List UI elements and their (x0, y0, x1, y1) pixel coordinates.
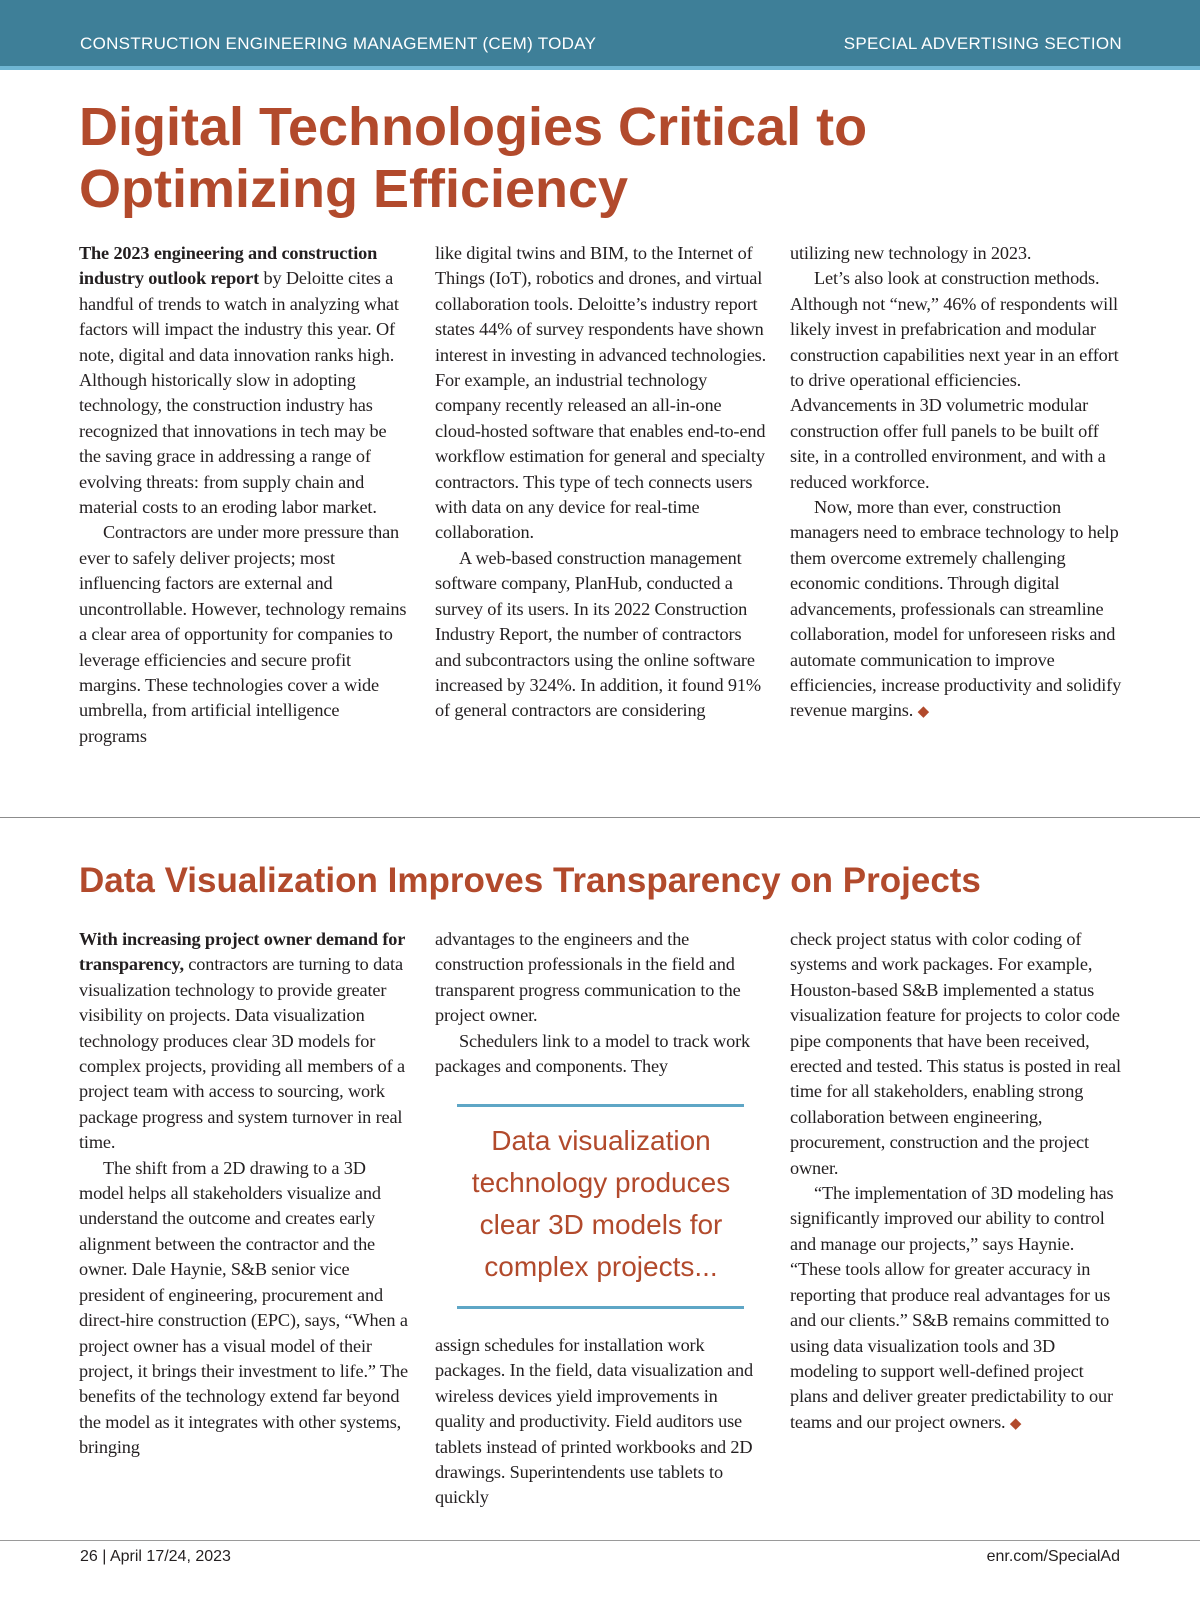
article2-lead-bold: With increasing project owner demand for transparency, (79, 929, 405, 975)
pull-quote-bottom-rule (457, 1306, 744, 1309)
header-accent-rule (0, 66, 1200, 70)
article2-col2-paragraph-2: Schedulers link to a model to track work packages and components. They (435, 1030, 750, 1077)
article1-col3-paragraph-3 (790, 495, 1122, 726)
advertising-section-label: SPECIAL ADVERTISING SECTION (843, 34, 1122, 53)
article1-lead-rest: by Deloitte cites a handful of trends to watch in analyzing what factors will impact the industry this year. Of note, digital and data innovation ranks high. Although historically slow in adopting technology, the construction industry has recognized that innovations in tech may be the saving grace in addressing a range of evolving threats: from supply chain and material costs to an eroding labor market. (79, 268, 399, 518)
footer-url: enr.com/SpecialAd (986, 1548, 1120, 1565)
article2-col3-paragraph-2 (790, 1181, 1122, 1437)
article1-column-2 (435, 241, 767, 724)
article1-lead-paragraph (79, 241, 411, 520)
article1-column-1 (79, 241, 411, 749)
article1-col2-paragraph-2: A web-based construction management software company, PlanHub, conducted a survey of its users. In its 2022 Construction Industry Report, the number of contractors and subcontractors using the online software increased by 324%. In addition, it found 91% of general contractors are considering (435, 547, 761, 721)
article1-paragraph-2: Contractors are under more pressure than ever to safely deliver projects; most influencing factors are external and uncontrollable. However, technology remains a clear area of opportunity for companies to leverage efficiencies and secure profit margins. These technologies cover a wide umbrella, from artificial intelligence programs (79, 522, 407, 746)
article2-column-3 (790, 927, 1122, 1437)
article2-paragraph-2: The shift from a 2D drawing to a 3D model helps all stakeholders visualize and understand the outcome and creates early alignment between the contractor and the owner. Dale Haynie, S&B senior vice president of engineering, procurement and direct-hire construction (EPC), says, “When a project owner has a visual model of their project, it brings their investment to life.” The benefits of the technology extend far beyond the model as it integrates with other systems, bringing (79, 1157, 408, 1458)
article1-title: Digital Technologies Critical to Optimizing Efficiency (79, 97, 868, 219)
article1-column-3 (790, 241, 1122, 726)
article2-lead-paragraph (79, 927, 411, 1156)
article1-col2-paragraph-1: like digital twins and BIM, to the Internet of Things (IoT), robotics and drones, and virtual collaboration tools. Deloitte’s industry report states 44% of survey respondents have shown interest in investing in advanced technologies. For example, an industrial technology company recently released an all-in-one cloud-hosted software that enables end-to-end workflow estimation for general and specialty contractors. This type of tech connects users with data on any device for real-time collaboration. (435, 243, 767, 543)
article1-lead-bold: The 2023 engineering and construction industry outlook report (79, 243, 378, 289)
end-mark-diamond-icon: ◆ (917, 704, 929, 721)
article2-col2-paragraph-3: assign schedules for installation work packages. In the field, data visualization and wireless devices yield improvements in quality and productivity. Field auditors use tablets instead of printed workbooks and 2D drawings. Superintendents use tablets to quickly (435, 1335, 753, 1508)
section-divider (0, 817, 1200, 818)
article2-column-2-top (435, 927, 767, 1079)
page-number-date: 26 | April 17/24, 2023 (80, 1548, 231, 1565)
end-mark-diamond-icon: ◆ (1009, 1415, 1022, 1432)
article2-col3-paragraph-1: check project status with color coding of systems and work packages. For example, Houston-based S&B implemented a status visualization feature for projects to color code pipe components that have been received, erected and tested. This status is posted in real time for all stakeholders, enabling strong collaboration between engineering, procurement, construction and the project owner. (790, 929, 1121, 1178)
article2-lead-rest: contractors are turning to data visualization technology to provide greater visibility on projects. Data visualization technology produces clear 3D models for complex projects, providing all members of a project team with access to sourcing, work package progress and system turnover in real time. (79, 954, 405, 1153)
footer-rule (0, 1540, 1200, 1541)
article2-column-2-bottom (435, 1333, 767, 1511)
article2-column-1 (79, 927, 411, 1461)
pull-quote: Data visualization technology produces clear 3D models for complex projects... (471, 1125, 731, 1282)
header-band (0, 0, 1200, 66)
article2-title: Data Visualization Improves Transparency on Projects (79, 861, 981, 900)
pull-quote-top-rule (457, 1104, 744, 1107)
article1-closing-text: Now, more than ever, construction managers need to embrace technology to help them overcome extremely challenging economic conditions. Through digital advancements, professionals can streamline collaboration, model for unforeseen risks and automate communication to improve efficiencies, increase productivity and solidify revenue margins. (790, 497, 1122, 721)
article1-col3-paragraph-1: utilizing new technology in 2023. (790, 243, 1032, 263)
article2-closing-text: “The implementation of 3D modeling has significantly improved our ability to control and manage our projects,” says Haynie. “These tools allow for greater accuracy in reporting that produce real advantages for us and our clients.” S&B remains committed to using data visualization tools and 3D modeling to support well-defined project plans and deliver greater predictability to our teams and our project owners. (790, 1183, 1114, 1432)
article2-col2-paragraph-1: advantages to the engineers and the construction professionals in the field and transparent progress communication to the project owner. (435, 929, 741, 1026)
publication-section-title: CONSTRUCTION ENGINEERING MANAGEMENT (CEM) TODAY (80, 34, 597, 53)
article1-col3-paragraph-2: Let’s also look at construction methods. Although not “new,” 46% of respondents will likely invest in prefabrication and modular construction capabilities next year in an effort to drive operational efficiencies. Advancements in 3D volumetric modular construction offer full panels to be built off site, in a controlled environment, and with a reduced workforce. (790, 268, 1119, 492)
